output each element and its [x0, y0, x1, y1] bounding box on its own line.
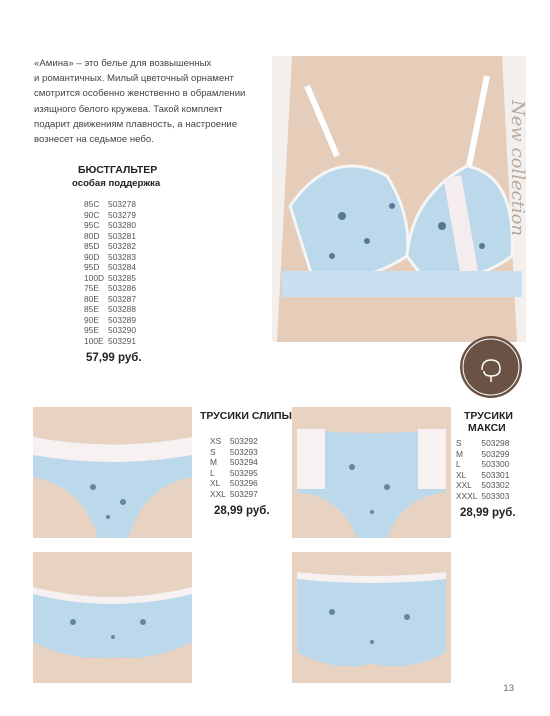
size-row [210, 478, 262, 489]
size-label: 85C [84, 199, 100, 209]
article-code: 503291 [108, 335, 136, 346]
size-label: 85E [84, 304, 99, 314]
article-code: 503278 [108, 199, 136, 209]
size-label: 80E [84, 293, 99, 304]
article-code: 503298 [481, 438, 510, 448]
size-row [84, 241, 140, 252]
intro-line: подарит движениям плавность, а настроение [34, 118, 238, 130]
size-label: XXXL [456, 490, 478, 501]
briefs-info [200, 410, 300, 517]
briefs-front-photo [33, 407, 192, 538]
bra-info [72, 164, 202, 364]
article-code: 503279 [108, 209, 136, 220]
bra-subtitle: особая поддержка [72, 178, 161, 189]
size-label: L [210, 467, 215, 478]
maxi-front-photo [292, 407, 451, 538]
article-code: 503280 [108, 220, 136, 230]
bra-price: 57,99 руб. [86, 352, 142, 364]
size-label: M [210, 457, 217, 467]
size-row [456, 480, 513, 491]
maxi-back-photo [292, 552, 451, 683]
article-code: 503283 [108, 251, 136, 262]
briefs-back-illustration [33, 552, 192, 683]
size-row [210, 457, 262, 468]
size-label: 95E [84, 325, 99, 335]
article-code: 503288 [108, 304, 136, 314]
size-label: 90E [84, 314, 99, 325]
intro-line: вознесет на седьмое небо. [34, 134, 154, 146]
briefs-front-illustration [33, 407, 192, 538]
size-row [210, 436, 262, 447]
article-code: 503296 [229, 478, 258, 488]
maxi-title-line2: МАКСИ [468, 422, 506, 434]
intro-line: смотрится особенно женственно в обрамлении [34, 88, 246, 100]
size-label: 85D [84, 241, 100, 251]
article-code: 503292 [229, 436, 258, 446]
size-row [84, 336, 140, 347]
briefs-back-photo [33, 552, 192, 683]
size-label: XXL [210, 488, 226, 499]
size-row [456, 459, 513, 470]
size-label: XL [456, 469, 467, 480]
article-code: 503289 [108, 314, 136, 325]
article-code: 503303 [481, 490, 510, 501]
article-code: 503302 [481, 480, 510, 490]
size-row [210, 468, 262, 479]
size-row [84, 283, 140, 294]
size-label: 100E [84, 335, 104, 346]
article-code: 503285 [108, 272, 136, 283]
intro-line: изящного белого кружева. Такой комплект [34, 103, 223, 115]
size-row [84, 315, 140, 326]
article-code: 503299 [481, 448, 510, 459]
size-row [84, 262, 140, 273]
size-label: 90D [84, 251, 100, 262]
intro-paragraph [34, 56, 274, 147]
article-code: 503295 [229, 467, 258, 478]
maxi-front-illustration [292, 407, 451, 538]
maxi-title-line1: ТРУСИКИ [464, 410, 513, 422]
size-row [456, 449, 513, 460]
article-code: 503281 [108, 230, 136, 241]
intro-line: и романтичных. Милый цветочный орнамент [34, 73, 234, 85]
size-row [84, 252, 140, 263]
size-label: L [456, 459, 461, 469]
size-label: 100D [84, 272, 105, 283]
bra-size-table [84, 199, 140, 346]
cotton-badge [460, 336, 522, 398]
briefs-price: 28,99 руб. [214, 505, 270, 517]
page-number: 13 [503, 683, 514, 694]
article-code: 503293 [229, 446, 258, 457]
size-label: 90C [84, 209, 100, 220]
article-code: 503286 [108, 283, 136, 293]
size-row [210, 447, 262, 458]
size-label: 80D [84, 230, 100, 241]
maxi-back-illustration [292, 552, 451, 683]
size-row [84, 220, 140, 231]
article-code: 503287 [108, 293, 136, 304]
maxi-info [456, 410, 536, 519]
size-row [456, 470, 513, 481]
size-label: 95C [84, 220, 100, 230]
article-code: 503290 [108, 325, 136, 335]
size-label: M [456, 448, 463, 459]
briefs-title: ТРУСИКИ СЛИПЫ [200, 410, 292, 422]
size-label: 75E [84, 283, 99, 293]
size-label: S [210, 446, 216, 457]
maxi-price: 28,99 руб. [460, 507, 516, 519]
size-label: 95D [84, 262, 100, 272]
size-row [210, 489, 262, 500]
article-code: 503284 [108, 262, 136, 272]
collection-mark: New collection [507, 100, 528, 237]
size-row [84, 325, 140, 336]
article-code: 503297 [229, 488, 258, 499]
size-label: XL [210, 478, 221, 488]
size-row [84, 231, 140, 242]
size-row [84, 304, 140, 315]
size-label: XXL [456, 480, 472, 490]
size-row [84, 199, 140, 210]
bra-photo [272, 56, 526, 342]
size-label: S [456, 438, 462, 448]
size-row [456, 438, 513, 449]
cotton-badge-icon [460, 336, 522, 398]
briefs-size-table [210, 436, 262, 499]
bra-illustration [272, 56, 526, 342]
intro-line: «Амина» – это белье для возвышенных [34, 58, 212, 69]
article-code: 503282 [108, 241, 136, 251]
article-code: 503301 [481, 469, 510, 480]
size-row [84, 210, 140, 221]
size-row [84, 273, 140, 284]
size-label: XS [210, 436, 222, 446]
maxi-size-table [456, 438, 513, 501]
bra-title: БЮСТГАЛЬТЕР [78, 164, 158, 176]
size-row [456, 491, 513, 502]
size-row [84, 294, 140, 305]
article-code: 503300 [481, 459, 510, 469]
article-code: 503294 [229, 457, 258, 467]
